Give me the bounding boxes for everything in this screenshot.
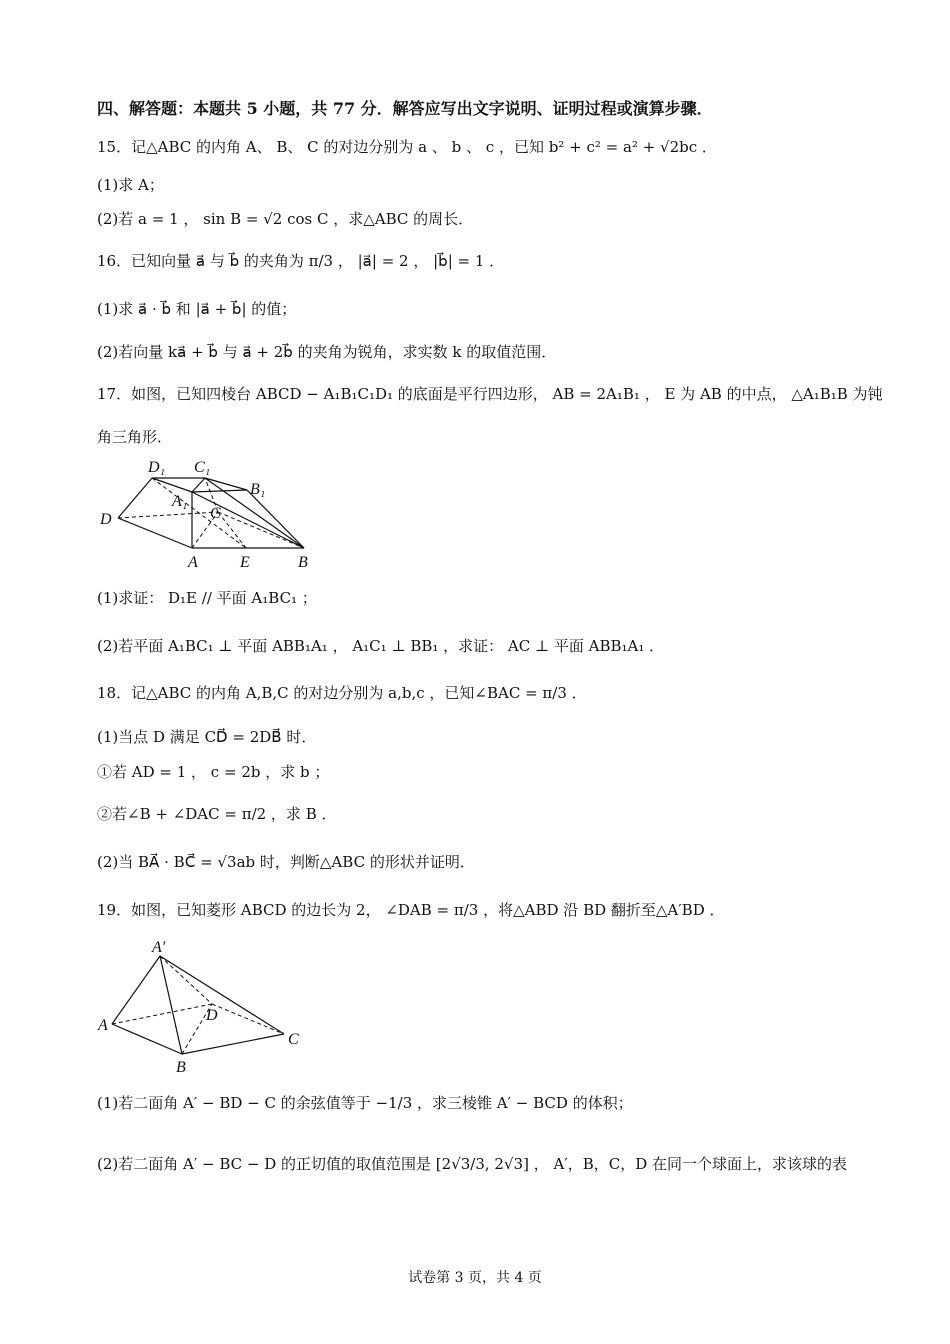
edge-B1-B — [247, 490, 304, 548]
problem-18-stem: 18．记△ABC 的内角 A,B,C 的对边分别为 a,b,c ，已知∠BAC = π/3 ． — [97, 684, 587, 702]
edge-B-C — [182, 1034, 284, 1054]
problem-17-part-2: (2)若平面 A₁BC₁ ⊥ 平面 ABB₁A₁ ， A₁C₁ ⊥ BB₁ ，求证： AC ⊥ 平面 ABB₁A₁ ． — [97, 637, 665, 655]
edge-A-Ap — [112, 956, 160, 1024]
edge-D1-A1 — [152, 478, 192, 492]
problem-18-part-1: (1)当点 D 满足 CD⃗ = 2DB⃗ 时． — [97, 728, 317, 746]
problem-16-part-1: (1)求 a⃗ · b⃗ 和 |a⃗ + b⃗| 的值； — [97, 300, 297, 318]
label-C: C — [210, 505, 221, 522]
edge-Ap-D — [160, 956, 212, 1004]
label-E: E — [240, 554, 250, 571]
label-D: D — [206, 1007, 218, 1024]
problem-16-part-2: (2)若向量 ka⃗ + b⃗ 与 a⃗ + 2b⃗ 的夹角为锐角，求实数 k 的取值范围． — [97, 343, 557, 361]
label-B: B — [176, 1059, 186, 1076]
label-C1: C₁ — [194, 459, 211, 476]
problem-17-stem-cont: 角三角形． — [97, 428, 173, 446]
edge-D-C — [118, 512, 218, 518]
label-D1: D₁ — [148, 459, 166, 476]
label-A1: A₁ — [172, 493, 188, 510]
problem-16-stem: 16．已知向量 a⃗ 与 b⃗ 的夹角为 π/3 ， |a⃗| = 2 ， |b⃗| = 1 ． — [97, 252, 505, 270]
page-footer: 试卷第 3 页，共 4 页 — [408, 1270, 542, 1286]
edge-A-B — [112, 1024, 182, 1054]
problem-18-part-2: (2)当 BA⃗ · BC⃗ = √3ab 时，判断△ABC 的形状并证明． — [97, 853, 475, 871]
problem-15-stem: 15．记△ABC 的内角 A、 B、 C 的对边分别为 a 、 b 、 c ，已知 b² + c² = a² + √2bc ． — [97, 138, 717, 156]
problem-17-stem: 17．如图，已知四棱台 ABCD − A₁B₁C₁D₁ 的底面是平行四边形， AB = 2A₁B₁ ， E 为 AB 的中点， △A₁B₁B 为钝 — [97, 385, 883, 403]
rhombus-fold-figure — [96, 936, 308, 1076]
edge-A1-B1 — [192, 490, 247, 492]
problem-18-part-1a: ①若 AD = 1 ， c = 2b ，求 b ； — [97, 763, 330, 781]
problem-19-part-1: (1)若二面角 A′ − BD − C 的余弦值等于 −1/3 ，求三棱锥 A′ − BCD 的体积； — [97, 1094, 633, 1112]
edge-D-D1 — [118, 478, 152, 518]
edge-C1-B1 — [205, 478, 247, 490]
problem-17-part-1: (1)求证： D₁E // 平面 A₁BC₁ ； — [97, 589, 317, 607]
section-title: 四、解答题：本题共 5 小题，共 77 分．解答应写出文字说明、证明过程或演算步骤． — [97, 99, 713, 118]
problem-18-part-1b: ②若∠B + ∠DAC = π/2 ，求 B ． — [97, 805, 337, 823]
label-C: C — [288, 1031, 299, 1048]
edge-D-A — [118, 518, 192, 548]
edge-Ap-B — [160, 956, 182, 1054]
frustum-figure — [96, 452, 318, 574]
edge-D-C — [212, 1004, 284, 1034]
label-B1: B₁ — [250, 481, 266, 498]
edge-A-D — [112, 1004, 212, 1024]
problem-19-part-2: (2)若二面角 A′ − BC − D 的正切值的取值范围是 [2√3/3, 2√3] ， A′，B，C，D 在同一个球面上，求该球的表 — [97, 1155, 848, 1173]
label-D: D — [100, 511, 112, 528]
label-B: B — [298, 554, 308, 571]
label-A: A — [98, 1017, 108, 1034]
label-A-prime: A′ — [152, 939, 166, 956]
label-A: A — [188, 554, 198, 571]
edge-A1-C1 — [192, 478, 205, 492]
edge-Ap-C — [160, 956, 284, 1034]
problem-15-part-2: (2)若 a = 1 ， sin B = √2 cos C ，求△ABC 的周长． — [97, 210, 474, 228]
problem-19-stem: 19．如图，已知菱形 ABCD 的边长为 2， ∠DAB = π/3 ，将△ABD 沿 BD 翻折至△A′BD ． — [97, 901, 725, 919]
problem-15-part-1: (1)求 A； — [97, 176, 164, 194]
